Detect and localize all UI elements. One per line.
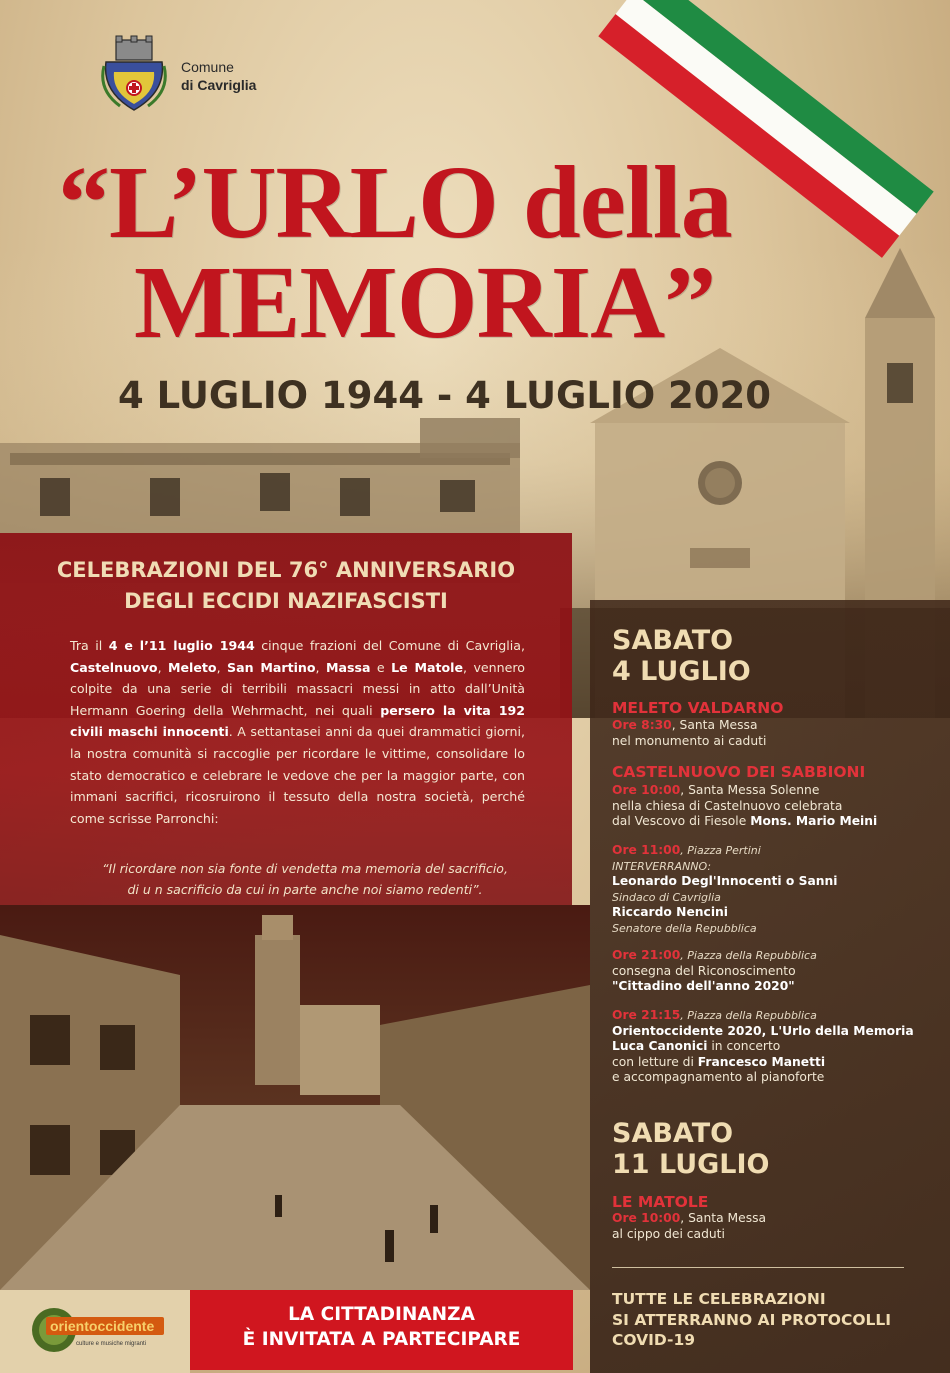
invite-line1: LA CITTADINANZA bbox=[288, 1304, 475, 1325]
location-meleto: MELETO VALDARNO bbox=[612, 699, 784, 717]
day2-title: SABATO 11 LUGLIO bbox=[612, 1118, 770, 1180]
title-line2: MEMORIA” bbox=[134, 245, 716, 360]
comune-line2: di Cavriglia bbox=[181, 77, 257, 93]
parronchi-quote bbox=[70, 858, 540, 900]
quote-line2: di u n sacrificio da cui in parte anche noi siamo redenti”. bbox=[127, 882, 483, 897]
old-street-tower-photo bbox=[0, 905, 590, 1290]
event-riconoscimento: Ore 21:00, Piazza della Repubblica consegna del Riconoscimento "Cittadino dell'anno 2020" bbox=[612, 948, 817, 993]
location-le-matole: LE MATOLE bbox=[612, 1193, 709, 1211]
history-text: Tra il 4 e l’11 luglio 1944 cinque frazioni del Comune di Cavriglia, Castelnuovo, Meleto, San Martino, Massa e Le Matole, vennero colpite da una serie di terribili massacri messi in atto dall’Unità Hermann Goering della Wehrmacht, nei quali persero la vita 192 civili maschi innocenti. A settantasei anni da quei drammatici giorni, la nostra comunità si raccoglie per ricordare le vittime, consolidare lo stato democratico e celebrare le vedove che per la maggior parte, con immani sacrifici, ricosruirono il tessuto della nostra società, perché come scrisse Parronchi: bbox=[70, 638, 526, 826]
orientoccidente-logo-text: orientoccidente bbox=[50, 1318, 155, 1334]
panel-heading-2: DEGLI ECCIDI NAZIFASCISTI bbox=[124, 589, 448, 613]
event-le-matole: Ore 10:00, Santa Messa al cippo dei caduti bbox=[612, 1211, 767, 1241]
event-meleto: Ore 8:30, Santa Messa nel monumento ai caduti bbox=[612, 718, 767, 748]
event-piazza-pertini: Ore 11:00, Piazza Pertini INTERVERRANNO: Leonardo Degl'Innocenti o Sanni Sindaco di Cavriglia Riccardo Nencini Senatore della Repubblica bbox=[612, 843, 838, 935]
panel-heading-1: CELEBRAZIONI DEL 76° ANNIVERSARIO bbox=[56, 558, 516, 582]
comune-line1: Comune bbox=[181, 59, 234, 75]
event-castelnuovo-mass: Ore 10:00, Santa Messa Solenne nella chiesa di Castelnuovo celebrata dal Vescovo di Fiesole Mons. Mario Meini bbox=[612, 783, 878, 828]
invite-line2: È INVITATA A PARTECIPARE bbox=[242, 1329, 521, 1350]
orientoccidente-logo bbox=[30, 1300, 170, 1360]
quote-line1: “Il ricordare non sia fonte di vendetta ma memoria del sacrificio, bbox=[102, 861, 508, 876]
orientoccidente-logo-tagline: culture e musiche migranti bbox=[76, 1341, 147, 1347]
title-line1: “L’URLO della bbox=[58, 145, 732, 260]
invite-banner bbox=[190, 1290, 573, 1370]
cavriglia-crest-icon bbox=[100, 32, 168, 112]
divider bbox=[612, 1267, 904, 1268]
location-castelnuovo: CASTELNUOVO DEI SABBIONI bbox=[612, 763, 866, 781]
event-dates: 4 LUGLIO 1944 - 4 LUGLIO 2020 bbox=[118, 374, 772, 417]
comune-label bbox=[181, 58, 256, 94]
covid-notice: TUTTE LE CELEBRAZIONI SI ATTERRANNO AI PROTOCOLLI COVID-19 bbox=[612, 1290, 892, 1349]
day1-title: SABATO 4 LUGLIO bbox=[612, 625, 751, 687]
event-concerto: Ore 21:15, Piazza della Repubblica Orientoccidente 2020, L'Urlo della Memoria Luca Canonici in concerto con letture di Francesco Manetti e accompagnamento al pianoforte bbox=[612, 1008, 914, 1084]
